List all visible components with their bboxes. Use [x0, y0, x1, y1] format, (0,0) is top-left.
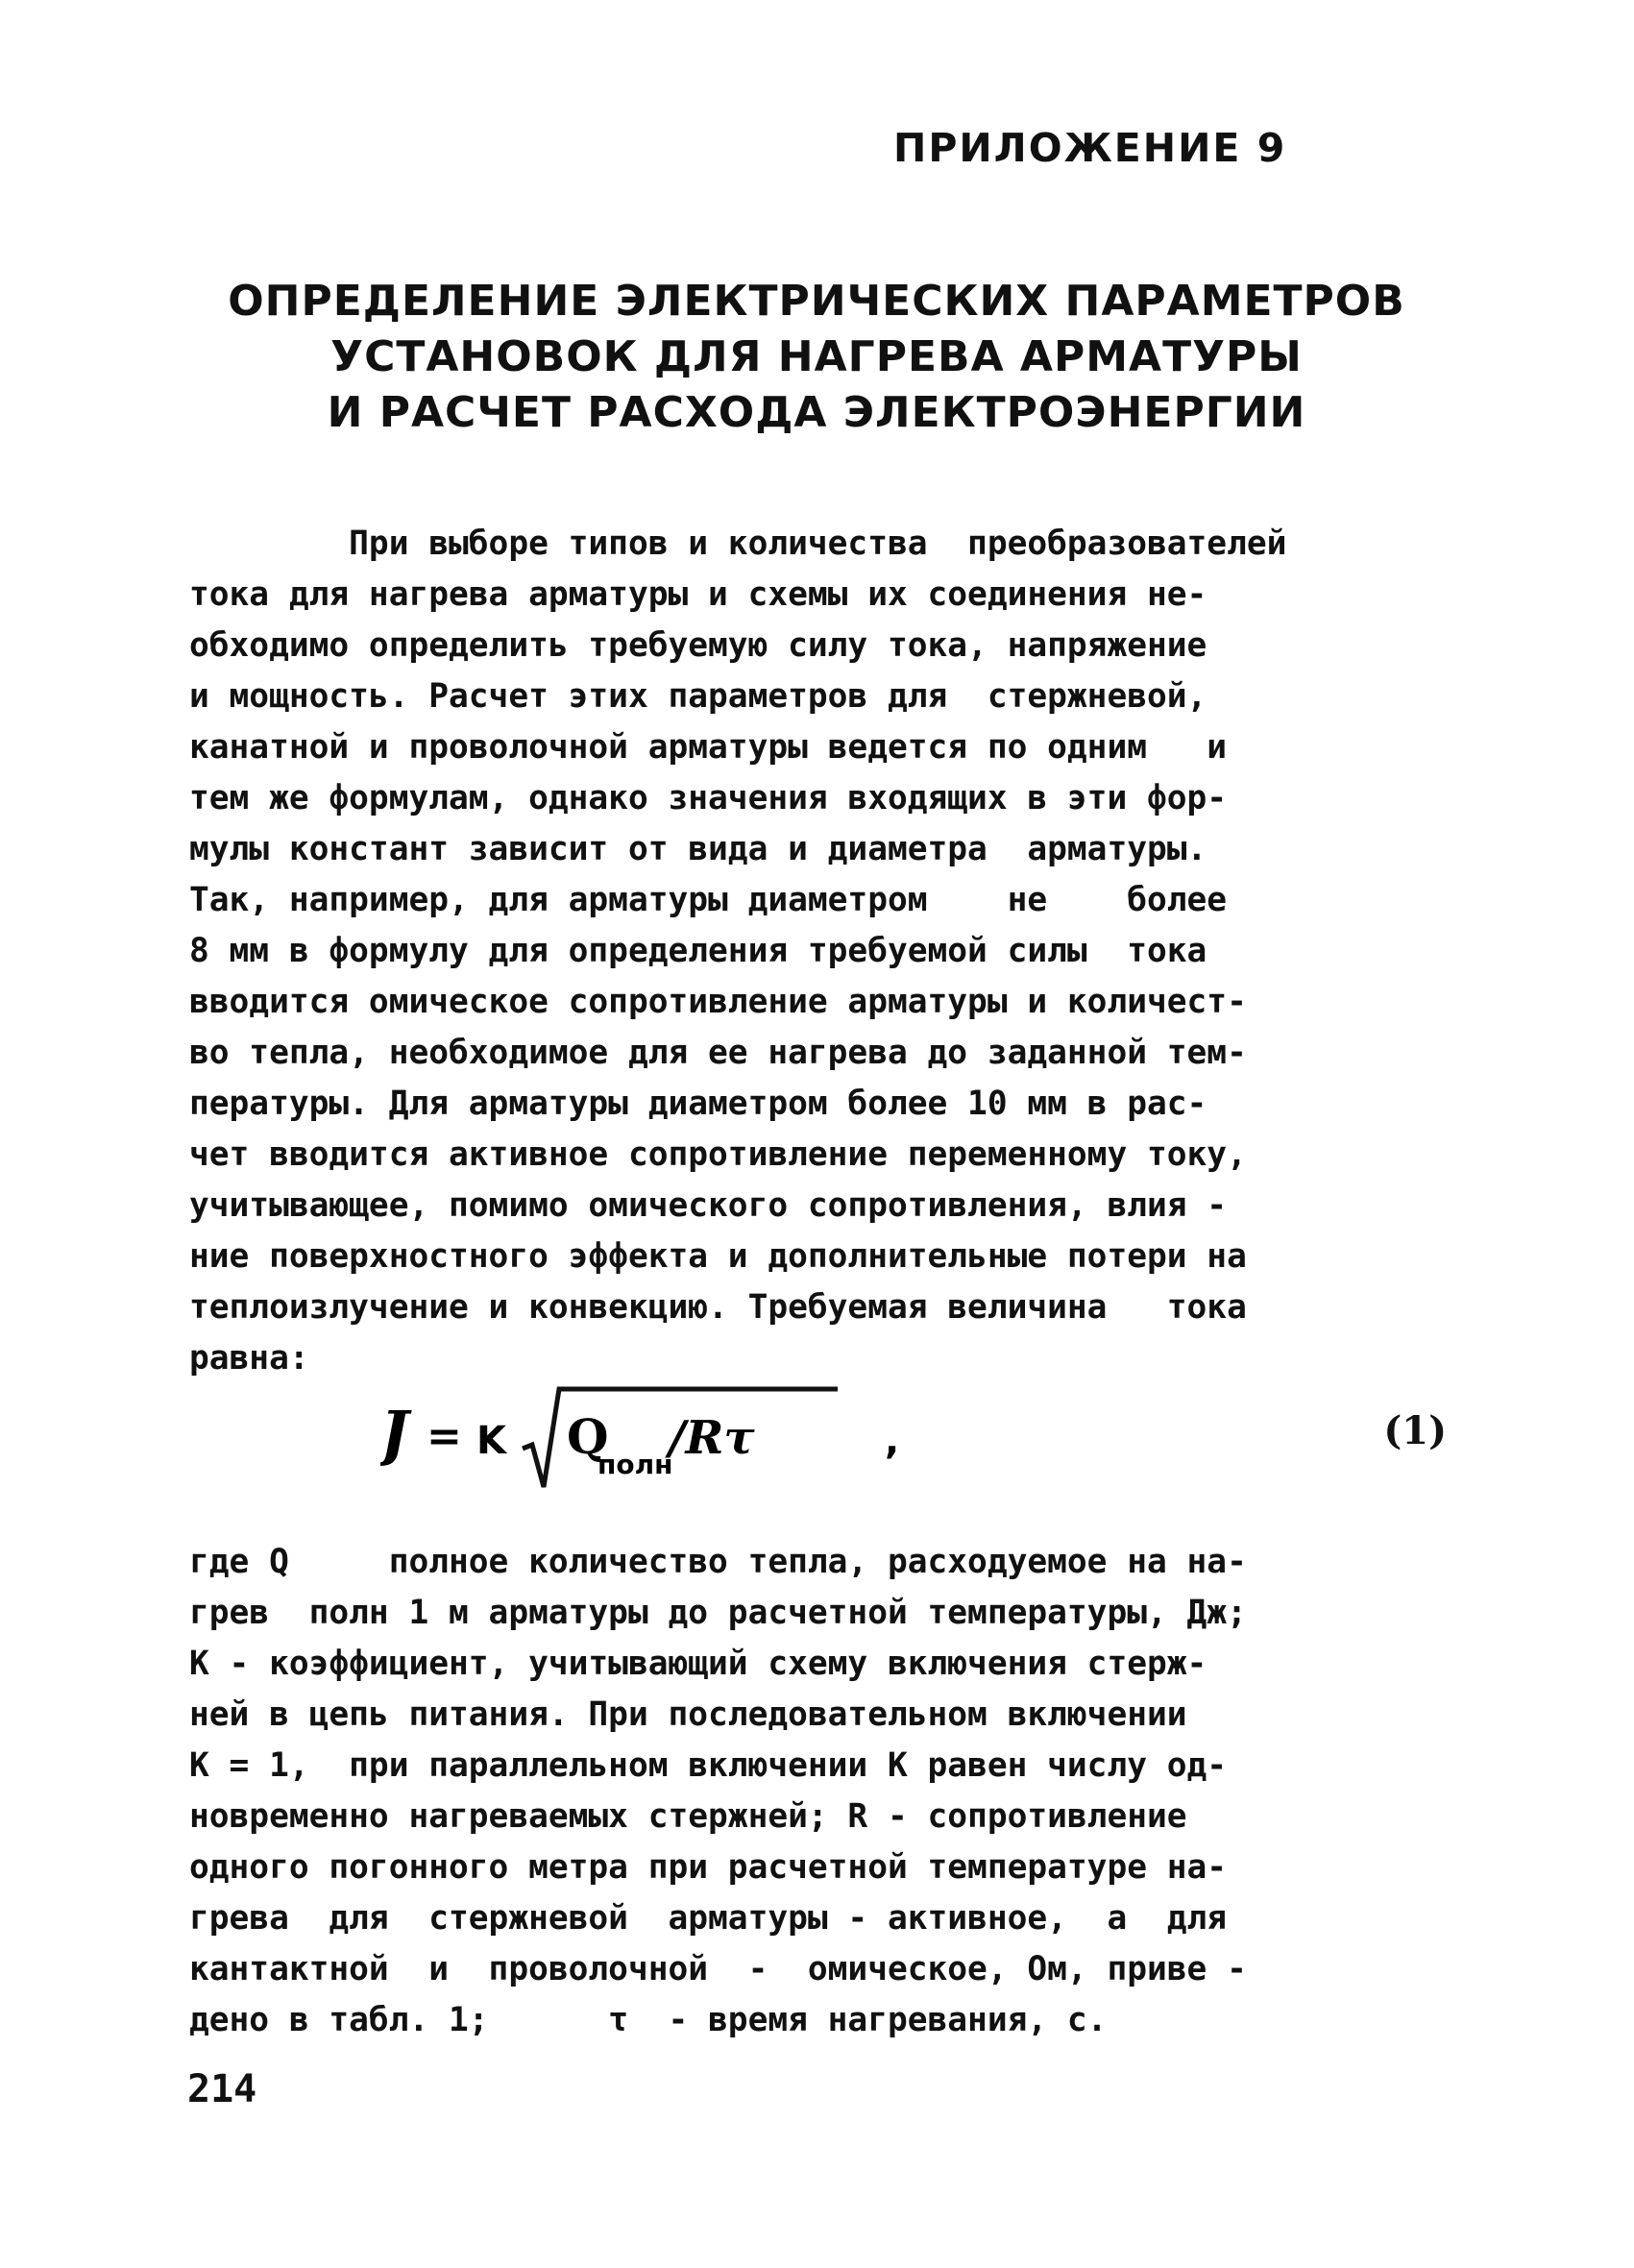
- text-line: мулы констант зависит от вида и диаметра арматуры.: [189, 830, 1207, 868]
- text-line: тем же формулам, однако значения входящих в эти фор-: [189, 779, 1228, 817]
- body-paragraph: [189, 519, 1457, 1384]
- text-line: вводится омическое сопротивление арматуры и количест-: [189, 983, 1247, 1021]
- text-line: дено в табл. 1; τ - время нагревания, с.: [189, 2001, 1108, 2039]
- formula-comma: ,: [885, 1419, 900, 1463]
- text-line: К = 1, при параллельном включении К равен числу од-: [189, 1746, 1228, 1785]
- title-line: УСТАНОВОК ДЛЯ НАГРЕВА АРМАТУРЫ: [330, 332, 1303, 381]
- text-line: грева для стержневой арматуры - активное, а для: [189, 1899, 1228, 1938]
- formula-graphic: [380, 1381, 1245, 1497]
- formula-q: Q: [567, 1408, 609, 1465]
- formula-q-subscript: полн: [598, 1449, 673, 1480]
- text-line: обходимо определить требуемую силу тока, напряжение: [189, 626, 1207, 665]
- text-line: К - коэффициент, учитывающий схему включения стерж-: [189, 1645, 1207, 1683]
- formula-1: [380, 1381, 1447, 1497]
- formula-equals: =: [427, 1412, 462, 1461]
- text-line: тока для нагрева арматуры и схемы их соединения не-: [189, 575, 1207, 614]
- text-line: равна:: [189, 1339, 309, 1378]
- text-line: кантактной и проволочной - омическое, Ом, приве -: [189, 1950, 1247, 1988]
- text-line: новременно нагреваемых стержней; R - сопротивление: [189, 1797, 1187, 1836]
- text-line: грев полн 1 м арматуры до расчетной температуры, Дж;: [189, 1594, 1247, 1632]
- text-line: теплоизлучение и конвекцию. Требуемая величина тока: [189, 1288, 1247, 1327]
- text-line: ние поверхностного эффекта и дополнительные потери на: [189, 1237, 1247, 1276]
- text-line: во тепла, необходимое для ее нагрева до заданной тем-: [189, 1034, 1247, 1072]
- text-line: Так, например, для арматуры диаметром не более: [189, 881, 1228, 919]
- text-line: канатной и проволочной арматуры ведется по одним и: [189, 728, 1228, 767]
- title-line: И РАСЧЕТ РАСХОДА ЭЛЕКТРОЭНЕРГИИ: [327, 388, 1306, 437]
- text-line: ней в цепь питания. При последовательном включении: [189, 1695, 1187, 1734]
- text-line: При выборе типов и количества преобразователей: [189, 524, 1287, 563]
- formula-lhs: J: [380, 1398, 409, 1468]
- title-line: ОПРЕДЕЛЕНИЕ ЭЛЕКТРИЧЕСКИХ ПАРАМЕТРОВ: [228, 277, 1405, 326]
- text-line: чет вводится активное сопротивление переменному току,: [189, 1135, 1247, 1174]
- text-line: учитывающее, помимо омического сопротивления, влия -: [189, 1186, 1228, 1225]
- text-line: пературы. Для арматуры диаметром более 10 мм в рас-: [189, 1085, 1207, 1123]
- text-line: где Q полное количество тепла, расходуемое на на-: [189, 1543, 1247, 1581]
- text-line: одного погонного метра при расчетной температуре на-: [189, 1848, 1228, 1887]
- formula-coefficient: K: [476, 1419, 506, 1463]
- formula-rest: /Rτ: [669, 1411, 755, 1465]
- section-title: [173, 274, 1460, 441]
- page-number: 214: [187, 2067, 257, 2111]
- appendix-label: ПРИЛОЖЕНИЕ 9: [893, 125, 1287, 171]
- text-line: 8 мм в формулу для определения требуемой силы тока: [189, 932, 1207, 970]
- formula-number: (1): [1383, 1408, 1447, 1453]
- definitions-paragraph: [189, 1537, 1457, 2046]
- text-line: и мощность. Расчет этих параметров для стержневой,: [189, 677, 1207, 716]
